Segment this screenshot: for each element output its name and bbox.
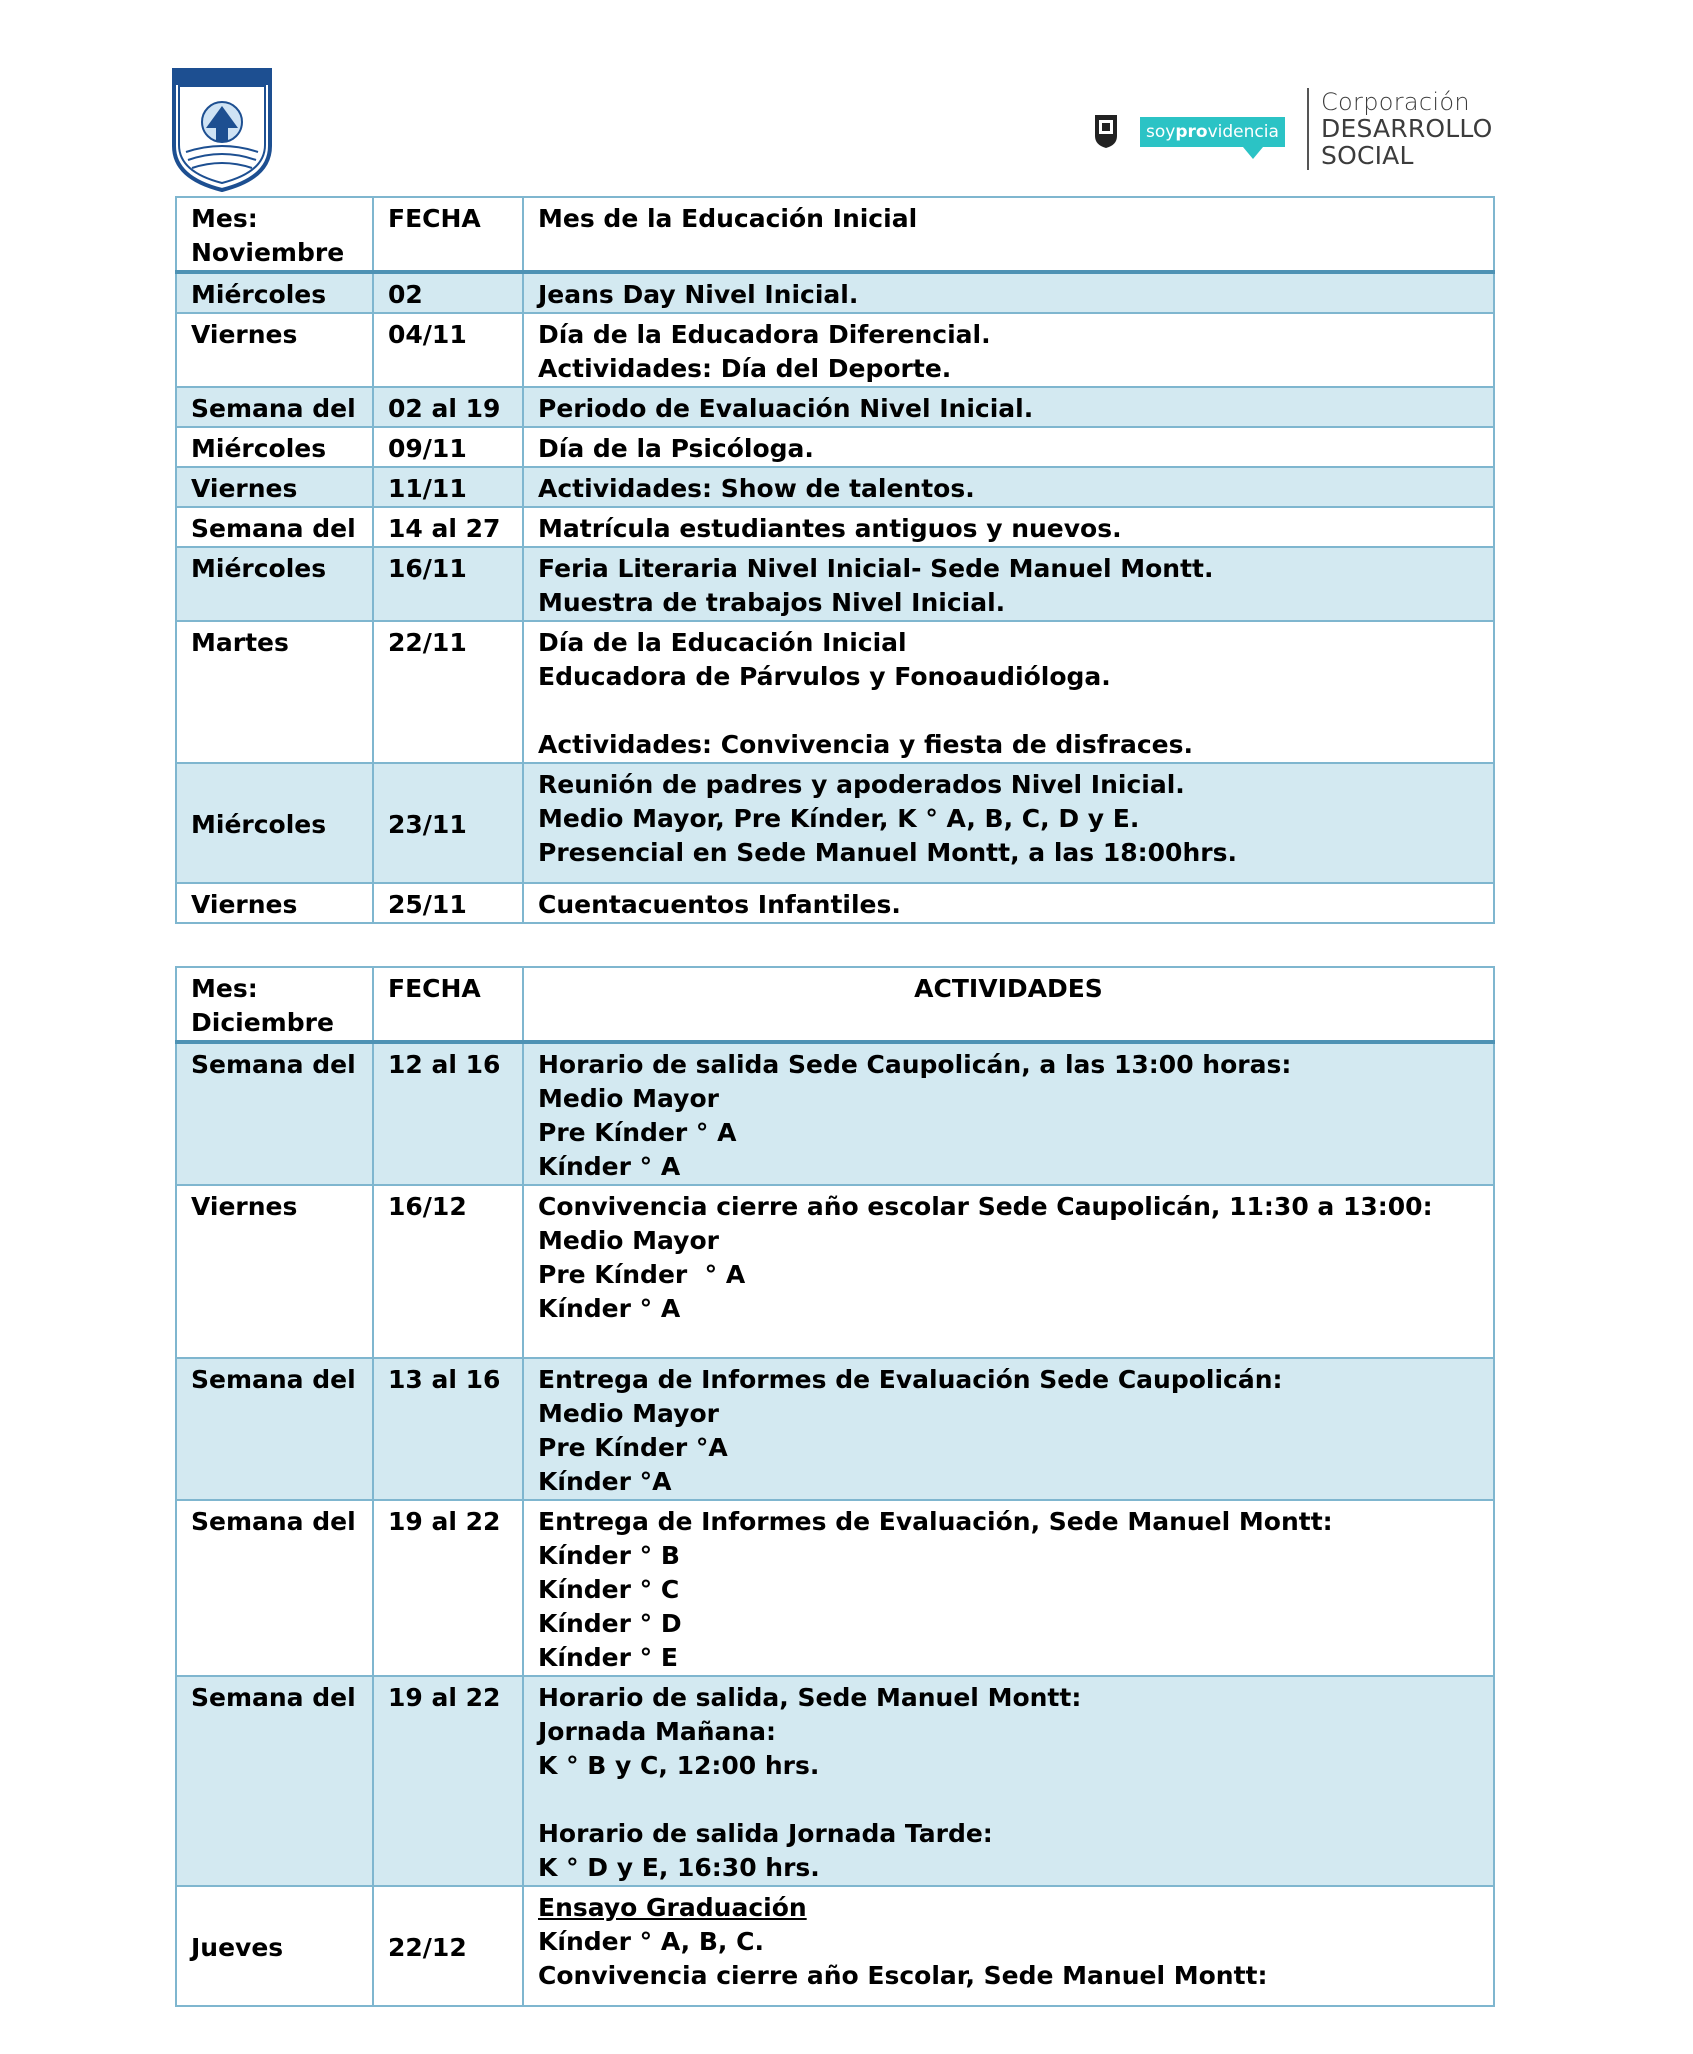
day-cell: Semana del — [176, 387, 373, 427]
month-header-cell — [176, 197, 373, 272]
date-cell: 04/11 — [373, 313, 523, 387]
activity-cell — [523, 1676, 1494, 1886]
table-row — [176, 1042, 1494, 1185]
day-cell: Semana del — [176, 1500, 373, 1676]
activity-line: Muestra de trabajos Nivel Inicial. — [538, 588, 1006, 617]
table-row — [176, 763, 1494, 883]
activity-line: Día de la Educadora Diferencial. — [538, 320, 991, 349]
activity-line: Entrega de Informes de Evaluación, Sede Manuel Montt: — [538, 1507, 1333, 1536]
activity-line-underlined: Ensayo Graduación — [538, 1893, 807, 1922]
activity-cell — [523, 883, 1494, 923]
month-header-cell — [176, 967, 373, 1042]
activity-line: Día de la Psicóloga. — [538, 434, 814, 463]
day-cell: Semana del — [176, 1042, 373, 1185]
table-row — [176, 272, 1494, 313]
activity-line: Kínder ° A — [538, 1152, 681, 1181]
table-row — [176, 1358, 1494, 1500]
activity-cell — [523, 1358, 1494, 1500]
date-cell: 12 al 16 — [373, 1042, 523, 1185]
speech-bubble-tail — [1243, 147, 1263, 159]
activity-cell — [523, 621, 1494, 763]
day-cell: Viernes — [176, 883, 373, 923]
activity-cell — [523, 763, 1494, 883]
activity-cell — [523, 272, 1494, 313]
date-cell: 09/11 — [373, 427, 523, 467]
activity-line: Jeans Day Nivel Inicial. — [538, 280, 859, 309]
table-row — [176, 1676, 1494, 1886]
activity-line: Educadora de Párvulos y Fonoaudióloga. — [538, 662, 1111, 691]
corp-line-3: SOCIAL — [1321, 141, 1414, 170]
date-cell: 16/12 — [373, 1185, 523, 1358]
activity-line: Medio Mayor — [538, 1226, 719, 1255]
activity-cell — [523, 1185, 1494, 1358]
date-cell: 14 al 27 — [373, 507, 523, 547]
corporacion-logo — [1321, 90, 1493, 168]
activity-line: Medio Mayor — [538, 1399, 719, 1428]
activity-cell — [523, 387, 1494, 427]
month-name: Noviembre — [191, 238, 345, 267]
crest-icon — [170, 66, 274, 194]
day-cell: Semana del — [176, 507, 373, 547]
activity-line: Jornada Mañana: — [538, 1717, 777, 1746]
date-header-cell: FECHA — [373, 967, 523, 1042]
day-cell: Viernes — [176, 1185, 373, 1358]
activity-line: Día de la Educación Inicial — [538, 628, 907, 657]
day-cell: Jueves — [176, 1886, 373, 2006]
date-cell: 23/11 — [373, 763, 523, 883]
activity-line: Medio Mayor — [538, 1084, 719, 1113]
table-row — [176, 883, 1494, 923]
corp-line-2: DESARROLLO — [1321, 114, 1493, 143]
date-cell: 16/11 — [373, 547, 523, 621]
table-row — [176, 547, 1494, 621]
activity-line: Horario de salida, Sede Manuel Montt: — [538, 1683, 1082, 1712]
activity-line: Horario de salida Sede Caupolicán, a las 13:00 horas: — [538, 1050, 1292, 1079]
activity-line: Pre Kínder ° A — [538, 1118, 737, 1147]
november-calendar-table — [175, 196, 1495, 924]
activity-cell — [523, 1042, 1494, 1185]
day-cell: Miércoles — [176, 427, 373, 467]
date-cell: 13 al 16 — [373, 1358, 523, 1500]
activity-line: Reunión de padres y apoderados Nivel Inicial. — [538, 770, 1185, 799]
activity-line: Periodo de Evaluación Nivel Inicial. — [538, 394, 1034, 423]
month-label: Mes: — [191, 204, 258, 233]
activity-line: Kínder ° E — [538, 1643, 678, 1672]
activity-line: K ° B y C, 12:00 hrs. — [538, 1751, 820, 1780]
table-row — [176, 1185, 1494, 1358]
day-cell: Martes — [176, 621, 373, 763]
date-cell: 22/12 — [373, 1886, 523, 2006]
month-label: Mes: — [191, 974, 258, 1003]
title-header-cell: ACTIVIDADES — [523, 967, 1494, 1042]
activity-line: Actividades: Show de talentos. — [538, 474, 975, 503]
activity-cell — [523, 507, 1494, 547]
soyprovidencia-logo: soyprovidencia — [1140, 117, 1285, 147]
table-header-row — [176, 967, 1494, 1042]
activity-cell — [523, 547, 1494, 621]
activity-cell — [523, 313, 1494, 387]
table-row — [176, 1500, 1494, 1676]
day-cell: Viernes — [176, 313, 373, 387]
activity-line: Pre Kínder °A — [538, 1433, 728, 1462]
activity-line: Convivencia cierre año Escolar, Sede Manuel Montt: — [538, 1961, 1268, 1990]
table-row — [176, 427, 1494, 467]
school-crest-logo — [170, 66, 274, 194]
activity-cell — [523, 467, 1494, 507]
brand-logos — [1093, 88, 1493, 170]
activity-line: Actividades: Convivencia y fiesta de disfraces. — [538, 730, 1193, 759]
table-row — [176, 1886, 1494, 2006]
activity-spacer — [538, 694, 1479, 728]
day-cell: Semana del — [176, 1676, 373, 1886]
day-cell: Miércoles — [176, 763, 373, 883]
date-cell: 02 — [373, 272, 523, 313]
activity-line: Entrega de Informes de Evaluación Sede Caupolicán: — [538, 1365, 1283, 1394]
activity-line: Kínder ° A — [538, 1294, 681, 1323]
activity-line: Kínder ° C — [538, 1575, 680, 1604]
date-header-cell: FECHA — [373, 197, 523, 272]
activity-line: Actividades: Día del Deporte. — [538, 354, 952, 383]
table-header-row — [176, 197, 1494, 272]
table-row — [176, 313, 1494, 387]
date-cell: 19 al 22 — [373, 1676, 523, 1886]
activity-line: Kínder ° A, B, C. — [538, 1927, 764, 1956]
activity-cell — [523, 427, 1494, 467]
activity-line: Horario de salida Jornada Tarde: — [538, 1819, 993, 1848]
activity-line: Convivencia cierre año escolar Sede Caupolicán, 11:30 a 13:00: — [538, 1192, 1433, 1221]
municipal-shield-icon — [1093, 112, 1119, 150]
date-cell: 11/11 — [373, 467, 523, 507]
activity-line: Matrícula estudiantes antiguos y nuevos. — [538, 514, 1122, 543]
logo-divider — [1307, 88, 1309, 170]
december-calendar-table — [175, 966, 1495, 2007]
corp-line-1: Corporación — [1321, 88, 1470, 116]
month-name: Diciembre — [191, 1008, 334, 1037]
activity-cell — [523, 1500, 1494, 1676]
date-cell: 22/11 — [373, 621, 523, 763]
activity-line: Pre Kínder ° A — [538, 1260, 746, 1289]
title-header-cell: Mes de la Educación Inicial — [523, 197, 1494, 272]
activity-spacer — [538, 1783, 1479, 1817]
activity-line: Kínder °A — [538, 1467, 672, 1496]
date-cell: 02 al 19 — [373, 387, 523, 427]
table-row — [176, 507, 1494, 547]
activity-line: K ° D y E, 16:30 hrs. — [538, 1853, 820, 1882]
table-row — [176, 387, 1494, 427]
activity-line: Cuentacuentos Infantiles. — [538, 890, 901, 919]
activity-line: Medio Mayor, Pre Kínder, K ° A, B, C, D y E. — [538, 804, 1140, 833]
day-cell: Miércoles — [176, 547, 373, 621]
date-cell: 25/11 — [373, 883, 523, 923]
activity-line: Kínder ° D — [538, 1609, 682, 1638]
date-cell: 19 al 22 — [373, 1500, 523, 1676]
activity-line: Kínder ° B — [538, 1541, 680, 1570]
activity-line: Presencial en Sede Manuel Montt, a las 18:00hrs. — [538, 838, 1237, 867]
day-cell: Semana del — [176, 1358, 373, 1500]
day-cell: Miércoles — [176, 272, 373, 313]
day-cell: Viernes — [176, 467, 373, 507]
table-row — [176, 467, 1494, 507]
table-row — [176, 621, 1494, 763]
activity-line: Feria Literaria Nivel Inicial- Sede Manuel Montt. — [538, 554, 1214, 583]
activity-cell — [523, 1886, 1494, 2006]
